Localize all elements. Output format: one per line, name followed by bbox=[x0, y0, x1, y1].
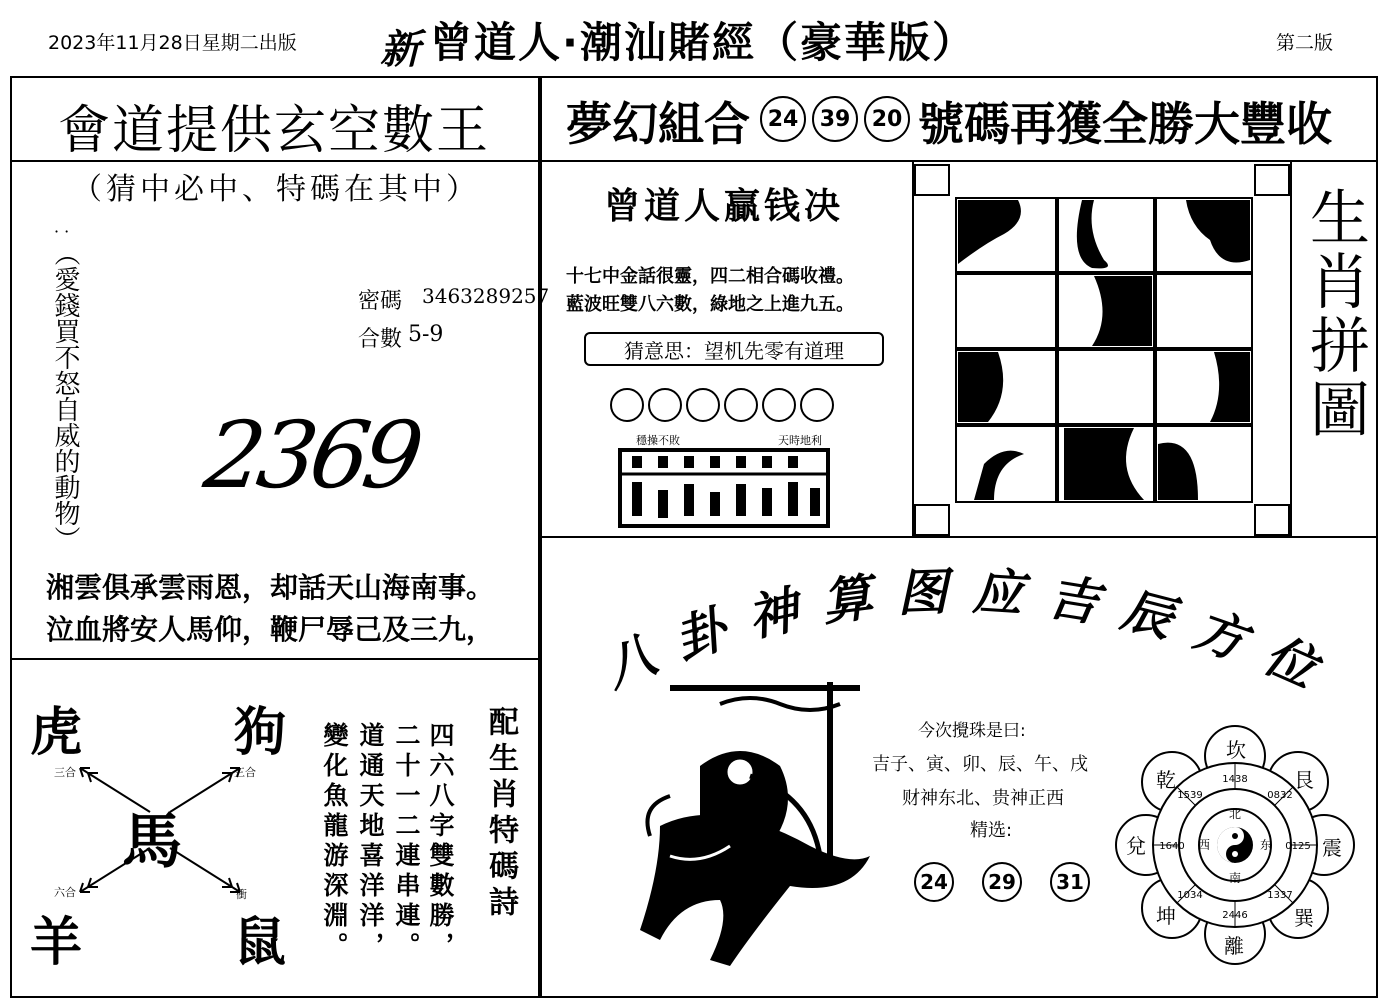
poem-col-title: 配生肖特碼詩 bbox=[483, 706, 518, 922]
abacus-image bbox=[618, 448, 830, 528]
verse-1: 十七中金話很靈，四二相合碼收禮。 bbox=[566, 266, 854, 287]
svg-text:1640: 1640 bbox=[1159, 841, 1185, 852]
lucky-hours: 吉子、寅、卯、辰、午、戌 bbox=[872, 754, 1088, 775]
issue-date: 2023年11月28日星期二出版 bbox=[48, 32, 297, 54]
new-mark: 新 bbox=[380, 26, 420, 73]
puzzle-title: 生肖拼圖 bbox=[1300, 186, 1370, 442]
poem-line-2: 泣血將安人馬仰，鞭尸辱己及三九， bbox=[46, 613, 495, 646]
animal-horse: 馬 bbox=[122, 807, 182, 877]
zodiac-puzzle bbox=[914, 164, 1290, 536]
relation-br: 衝 bbox=[236, 888, 247, 901]
poem-col-3: 道通天地喜洋洋， bbox=[356, 722, 385, 962]
poem-line-1: 湘雲俱承雲雨恩，却話天山海南事。 bbox=[46, 571, 495, 604]
poem-col-1: 四六八字雙數勝， bbox=[426, 722, 455, 962]
abacus-caption-left: 穩操不敗 bbox=[636, 434, 680, 447]
left-heading: 會道提供玄空數王 bbox=[58, 101, 491, 161]
animal-tiger: 虎 bbox=[30, 703, 83, 763]
trigram-gen: 艮 bbox=[1294, 768, 1314, 792]
trigram-dui: 兌 bbox=[1126, 834, 1146, 858]
svg-text:1034: 1034 bbox=[1177, 890, 1203, 901]
trigram-zhen: 震 bbox=[1322, 836, 1342, 860]
selected-num-2: 29 bbox=[982, 862, 1022, 902]
win-title: 曾道人贏钱决 bbox=[604, 185, 845, 227]
trigram-kan: 坎 bbox=[1226, 738, 1246, 762]
relation-tr: 三合 bbox=[234, 766, 256, 779]
warrior-illustration bbox=[630, 676, 890, 976]
handwritten-number: 2369 bbox=[198, 402, 424, 509]
vertical-riddle: （愛錢買不怒自威的動物） bbox=[50, 240, 80, 552]
poem-col-2: 二十一二連串連。 bbox=[392, 722, 421, 962]
banner-num-1: 24 bbox=[760, 96, 806, 142]
page-title: 曾道人·潮汕賭經（豪華版） bbox=[430, 18, 976, 67]
svg-text:2446: 2446 bbox=[1222, 910, 1248, 921]
draw-label: 今次攪珠是曰: bbox=[918, 721, 1026, 741]
banner-left: 夢幻組合 bbox=[566, 97, 750, 151]
sum-label: 合數 bbox=[358, 327, 403, 352]
banner-numbers bbox=[760, 96, 910, 142]
banner-num-2: 39 bbox=[812, 96, 858, 142]
trigram-qian: 乾 bbox=[1156, 768, 1176, 792]
dots-marker: · · bbox=[54, 222, 70, 241]
abacus-beads bbox=[610, 388, 834, 422]
password-value: 3463289257 bbox=[422, 284, 550, 308]
guess-text: 猜意思：望机先零有道理 bbox=[624, 338, 844, 363]
banner-num-3: 20 bbox=[864, 96, 910, 142]
svg-text:八卦神算图应吉辰方位: 八卦神算图应吉辰方位 bbox=[595, 561, 1348, 709]
svg-text:南: 南 bbox=[1228, 871, 1242, 885]
relation-bl: 六合 bbox=[54, 886, 76, 899]
guess-box bbox=[584, 332, 884, 366]
svg-text:1438: 1438 bbox=[1222, 774, 1248, 785]
verse-2: 藍波旺雙八六數，綠地之上進九五。 bbox=[566, 294, 854, 315]
svg-text:0125: 0125 bbox=[1285, 841, 1311, 852]
edition-label: 第二版 bbox=[1276, 32, 1334, 54]
svg-text:1539: 1539 bbox=[1177, 790, 1203, 801]
selected-num-3: 31 bbox=[1050, 862, 1090, 902]
sum-value: 5-9 bbox=[408, 322, 444, 347]
trigram-xun: 巽 bbox=[1294, 906, 1314, 930]
poem-col-4: 變化魚龍游深淵。 bbox=[320, 722, 349, 962]
abacus-caption-right: 天時地利 bbox=[778, 434, 822, 447]
animal-rat: 鼠 bbox=[234, 913, 287, 973]
selected-label: 精选: bbox=[970, 820, 1013, 841]
selected-num-1: 24 bbox=[914, 862, 954, 902]
trigram-kun: 坤 bbox=[1156, 904, 1176, 928]
svg-text:东: 东 bbox=[1259, 838, 1273, 852]
banner-right: 號碼再獲全勝大豐收 bbox=[918, 97, 1332, 151]
animal-dog: 狗 bbox=[234, 703, 287, 763]
svg-text:西: 西 bbox=[1197, 838, 1211, 852]
selected-numbers bbox=[914, 862, 1090, 902]
gods-direction: 财神东北、贵神正西 bbox=[902, 788, 1064, 809]
svg-text:0832: 0832 bbox=[1267, 790, 1293, 801]
svg-text:1337: 1337 bbox=[1267, 890, 1293, 901]
trigram-li: 離 bbox=[1224, 934, 1244, 958]
password-label: 密碼 bbox=[358, 289, 403, 314]
animal-goat: 羊 bbox=[30, 913, 83, 973]
svg-text:北: 北 bbox=[1228, 807, 1242, 821]
relation-tl: 三合 bbox=[54, 766, 76, 779]
left-subheading: （猜中必中、特碼在其中） bbox=[72, 172, 480, 207]
